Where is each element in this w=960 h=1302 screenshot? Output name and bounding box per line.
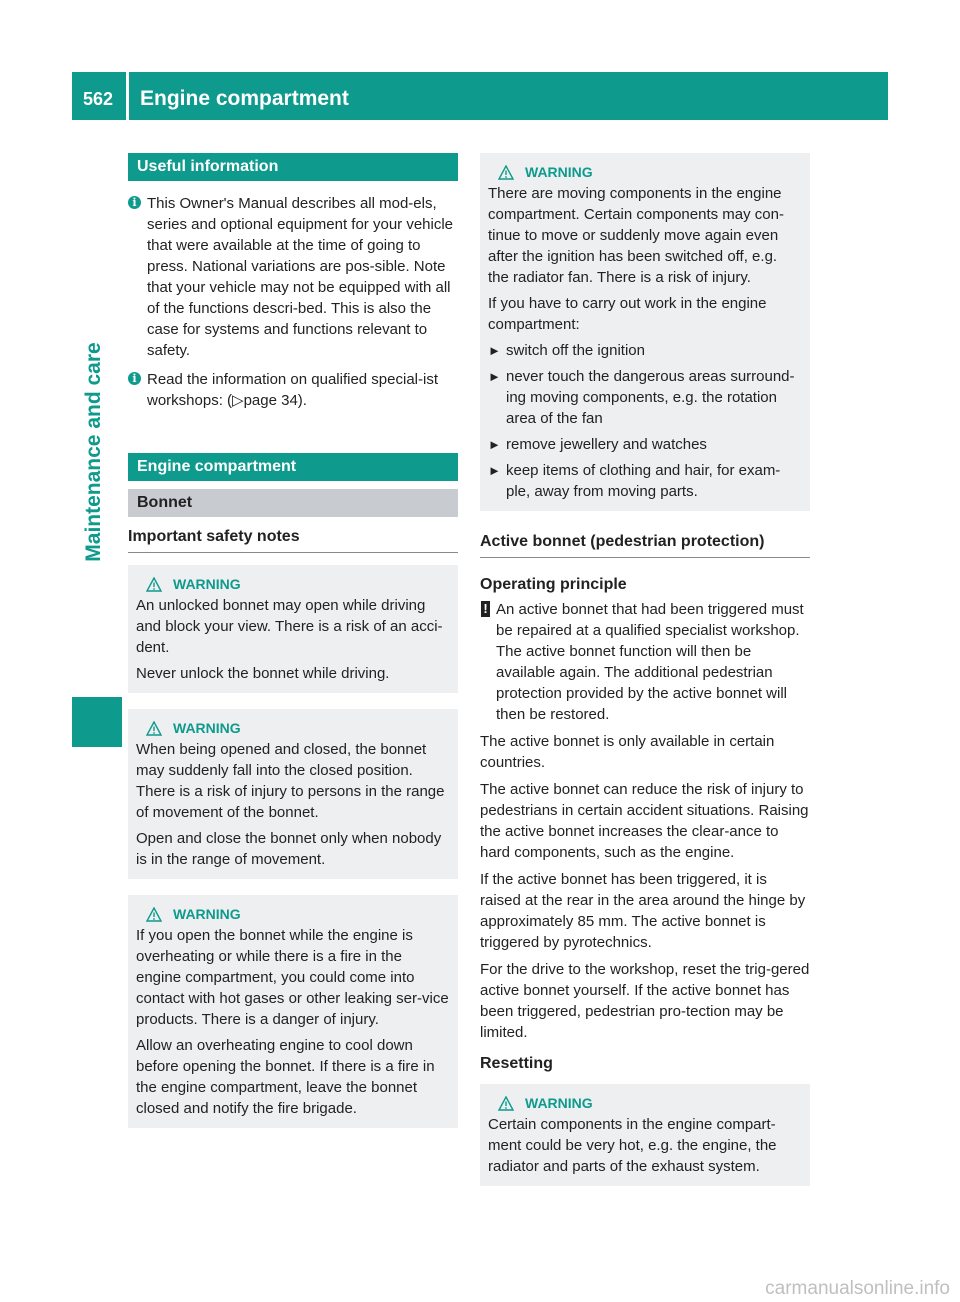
watermark: carmanualsonline.info [765, 1278, 950, 1299]
page-ref-arrow-icon: ▷ [232, 392, 244, 409]
warning-label: WARNING [136, 573, 450, 595]
header-divider [126, 72, 129, 120]
warning-label: WARNING [136, 717, 450, 739]
warning-triangle-icon [498, 1096, 514, 1111]
right-column [480, 153, 810, 1186]
warning-text: An unlocked bonnet may open while driving and block your view. There is a risk of an acci-dent. [136, 597, 443, 656]
warning-box [128, 709, 458, 879]
body-paragraph: If the active bonnet has been triggered, it is raised at the rear in the area around the hinge by approximately 85 mm. The active bonnet is triggered by pyrotechnics. [480, 871, 806, 951]
bullet-icon: ► [488, 369, 501, 384]
warning-triangle-icon [146, 721, 162, 736]
operating-principle-heading: Operating principle [480, 576, 627, 593]
list-item: ► keep items of clothing and hair, for exam-ple, away from moving parts. [488, 462, 781, 500]
page-reference-link[interactable]: page 34). [243, 392, 307, 409]
warning-box [128, 565, 458, 693]
subsection-heading: Bonnet [128, 489, 458, 517]
list-item: ► switch off the ignition [488, 342, 645, 359]
info-note [128, 193, 458, 361]
warning-triangle-icon [146, 577, 162, 592]
useful-info-heading: Useful information [128, 153, 458, 181]
warning-text: Allow an overheating engine to cool down before opening the bonnet. If there is a fire in the engine compartment, leave the bonnet closed and notify the fire brigade. [136, 1037, 435, 1117]
page-header [72, 72, 888, 120]
body-paragraph: The active bonnet is only available in certain countries. [480, 733, 775, 771]
caution-note [480, 599, 810, 725]
warning-text: Certain components in the engine compart-ment could be very hot, e.g. the engine, the radiator and parts of the exhaust system. [488, 1116, 777, 1175]
bullet-icon: ► [488, 463, 501, 478]
page-title: Engine compartment [140, 87, 349, 110]
warning-label: WARNING [488, 161, 802, 183]
bullet-icon: ► [488, 437, 501, 452]
info-text: This Owner's Manual describes all mod-els, series and optional equipment for your vehicle that were available at the time of going to press. National variations are pos-sible. Note that your vehicle may not be equipped with all of the functions descri-bed. This is also the case for systems and functions relevant to safety. [147, 195, 454, 359]
safety-notes-heading: Important safety notes [128, 526, 458, 553]
warning-text: If you open the bonnet while the engine is overheating or while there is a fire in the engine compartment, you could come into contact with hot gases or other leaking ser-vice products. There is a danger of injury. [136, 927, 449, 1028]
warning-text: There are moving components in the engine compartment. Certain components may con-tinue to move or suddenly move again even after the ignition has been switched off, e.g. the radiator fan. There is a risk of injury. [488, 185, 784, 286]
warning-triangle-icon [146, 907, 162, 922]
bullet-icon: ► [488, 343, 501, 358]
caution-text: An active bonnet that had been triggered must be repaired at a qualified specialist workshop. The active bonnet function will then be available again. The additional pedestrian protection provided by the active bonnet will then be restored. [496, 601, 804, 723]
warning-box [480, 1084, 810, 1186]
section-heading: Engine compartment [128, 453, 458, 481]
warning-text: When being opened and closed, the bonnet may suddenly fall into the closed position. There is a risk of injury to persons in the range of movement of the bonnet. [136, 741, 445, 821]
body-paragraph: For the drive to the workshop, reset the trig-gered active bonnet yourself. If the active bonnet has been triggered, pedestrian pro-tection may be limited. [480, 961, 810, 1041]
warning-label: WARNING [136, 903, 450, 925]
warning-box [480, 153, 810, 511]
warning-triangle-icon [498, 165, 514, 180]
side-tab-label: Maintenance and care [82, 342, 105, 562]
info-icon: i [128, 372, 141, 385]
active-bonnet-heading: Active bonnet (pedestrian protection) [480, 531, 810, 558]
resetting-heading: Resetting [480, 1055, 553, 1072]
warning-text: If you have to carry out work in the engine compartment: [488, 295, 767, 333]
list-item: ► never touch the dangerous areas surround-ing moving components, e.g. the rotation area of the fan [488, 368, 795, 427]
exclamation-icon: ! [481, 601, 490, 617]
page-number: 562 [82, 89, 114, 109]
warning-label: WARNING [488, 1092, 802, 1114]
warning-text: Open and close the bonnet only when nobody is in the range of movement. [136, 830, 442, 868]
body-paragraph: The active bonnet can reduce the risk of injury to pedestrians in certain accident situations. Raising the active bonnet increases the clear-ance to hard components, such as the engine. [480, 781, 809, 861]
warning-text: Never unlock the bonnet while driving. [136, 665, 390, 682]
info-note [128, 369, 458, 411]
side-tab-marker [72, 697, 122, 747]
left-column [128, 153, 458, 1128]
info-icon: i [128, 196, 141, 209]
list-item: ► remove jewellery and watches [488, 436, 707, 453]
info-text: Read the information on qualified special-ist workshops: ( [147, 371, 438, 409]
warning-box [128, 895, 458, 1128]
